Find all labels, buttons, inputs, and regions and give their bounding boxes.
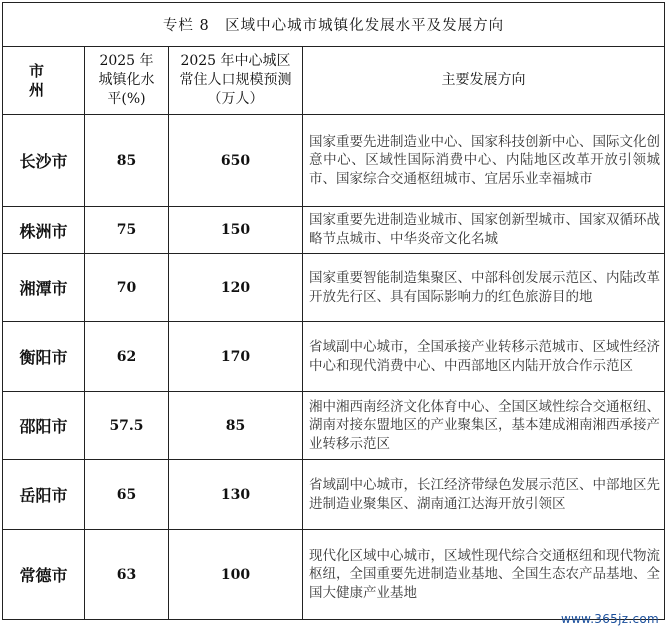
city-cell: 邵阳市 bbox=[3, 392, 85, 460]
header-population: 2025 年中心城区常住人口规模预测（万人） bbox=[169, 47, 303, 115]
direction-cell: 现代化区域中心城市，区域性现代综合交通枢纽和现代物流枢纽，全国重要先进制造业基地、全国生态农产品基地、全国大健康产业基地 bbox=[303, 530, 665, 620]
table-row bbox=[3, 460, 665, 530]
population-cell: 100 bbox=[169, 530, 303, 620]
watermark: www.365jz.com bbox=[560, 612, 659, 626]
urbanization-cell: 65 bbox=[85, 460, 169, 530]
urbanization-cell: 70 bbox=[85, 254, 169, 322]
direction-cell: 省域副中心城市，全国承接产业转移示范城市、区域性经济中心和现代消费中心、中西部地区内陆开放合作示范区 bbox=[303, 322, 665, 392]
direction-cell: 湘中湘西南经济文化体育中心、全国区域性综合交通枢纽、湖南对接东盟地区的产业聚集区，基本建成湘南湘西承接产业转移示范区 bbox=[303, 392, 665, 460]
urbanization-cell: 75 bbox=[85, 207, 169, 254]
population-cell: 650 bbox=[169, 115, 303, 207]
direction-cell: 省域副中心城市，长江经济带绿色发展示范区、中部地区先进制造业聚集区、湖南通江达海开放引领区 bbox=[303, 460, 665, 530]
table-row bbox=[3, 254, 665, 322]
header-row bbox=[3, 47, 665, 115]
header-city: 市 州 bbox=[3, 47, 85, 115]
table-row bbox=[3, 530, 665, 620]
population-cell: 120 bbox=[169, 254, 303, 322]
table-row bbox=[3, 392, 665, 460]
city-cell: 湘潭市 bbox=[3, 254, 85, 322]
urbanization-cell: 62 bbox=[85, 322, 169, 392]
table-caption: 专栏 8 区域中心城市城镇化发展水平及发展方向 bbox=[3, 3, 665, 47]
direction-cell: 国家重要先进制造业城市、国家创新型城市、国家双循环战略节点城市、中华炎帝文化名城 bbox=[303, 207, 665, 254]
table-row bbox=[3, 322, 665, 392]
table-row bbox=[3, 207, 665, 254]
city-cell: 长沙市 bbox=[3, 115, 85, 207]
table-row bbox=[3, 115, 665, 207]
city-cell: 衡阳市 bbox=[3, 322, 85, 392]
header-direction: 主要发展方向 bbox=[303, 47, 665, 115]
population-cell: 85 bbox=[169, 392, 303, 460]
city-cell: 岳阳市 bbox=[3, 460, 85, 530]
population-cell: 130 bbox=[169, 460, 303, 530]
urbanization-cell: 85 bbox=[85, 115, 169, 207]
population-cell: 170 bbox=[169, 322, 303, 392]
city-cell: 常德市 bbox=[3, 530, 85, 620]
city-cell: 株洲市 bbox=[3, 207, 85, 254]
urbanization-table bbox=[2, 2, 665, 620]
urbanization-cell: 63 bbox=[85, 530, 169, 620]
population-cell: 150 bbox=[169, 207, 303, 254]
direction-cell: 国家重要先进制造业中心、国家科技创新中心、国际文化创意中心、区域性国际消费中心、内陆地区改革开放引领城市、国家综合交通枢纽城市、宜居乐业幸福城市 bbox=[303, 115, 665, 207]
urbanization-cell: 57.5 bbox=[85, 392, 169, 460]
header-urbanization: 2025 年城镇化水平(%) bbox=[85, 47, 169, 115]
direction-cell: 国家重要智能制造集聚区、中部科创发展示范区、内陆改革开放先行区、具有国际影响力的红色旅游目的地 bbox=[303, 254, 665, 322]
